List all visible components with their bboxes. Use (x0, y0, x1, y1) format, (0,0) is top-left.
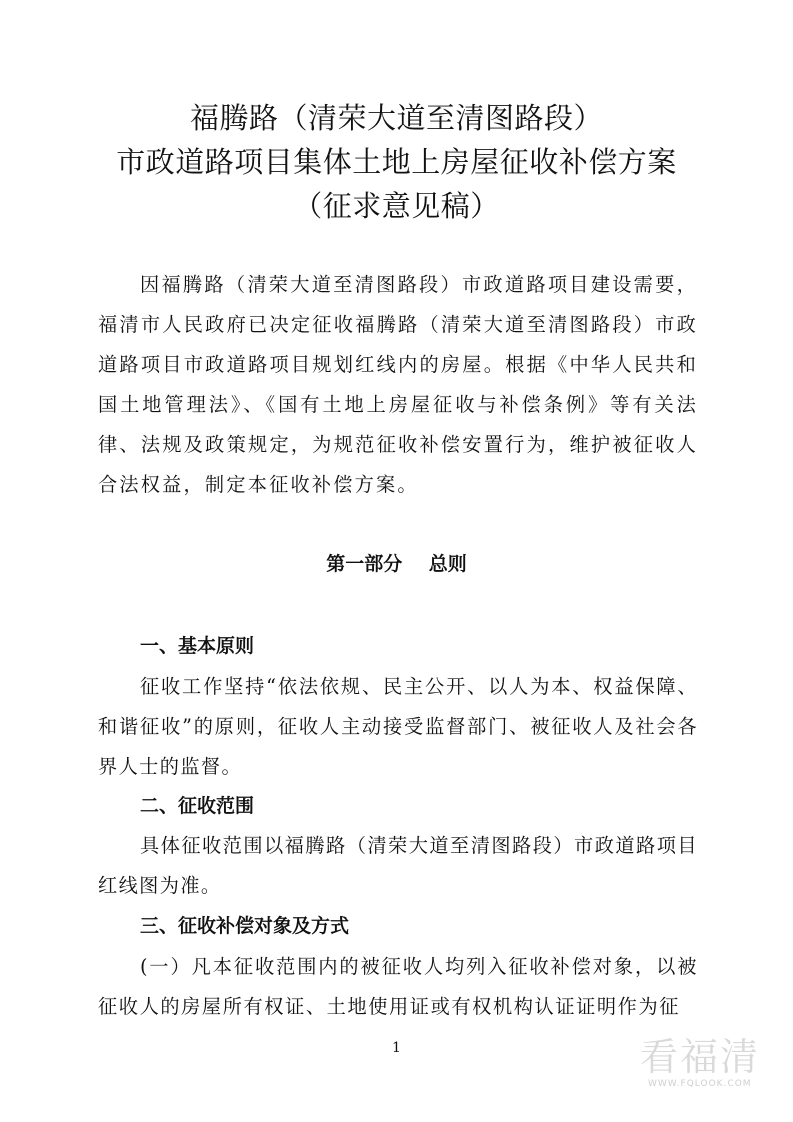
section-heading-basic-principles: 一、基本原则 (140, 635, 255, 657)
watermark-text: 看福清 (640, 1035, 761, 1079)
title-line-1: 福腾路（清荣大道至清图路段） (189, 101, 603, 135)
title-line-2: 市政道路项目集体土地上房屋征收补偿方案 (116, 145, 677, 179)
title-line-3: （征求意见稿） (293, 189, 500, 223)
page-number: 1 (392, 1040, 401, 1056)
section-body-basic-principles: 征收工作坚持“依法依规、民主公开、以人为本、权益保障、和谐征收”的原则，征收人主动接受监督部门、被征收人及社会各界人士的监督。 (98, 675, 698, 778)
section-body-compensation-targets: (一）凡本征收范围内的被征收人均列入征收补偿对象，以被征收人的房屋所有权证、土地使用证或有权机构认证证明作为征 (98, 955, 698, 1018)
section-body-scope: 具体征收范围以福腾路（清荣大道至清图路段）市政道路项目红线图为准。 (98, 834, 698, 897)
watermark-logo (640, 1035, 780, 1105)
intro-paragraph: 因福腾路（清荣大道至清图路段）市政道路项目建设需要，福清市人民政府已决定征收福腾路（清荣大道至清图路段）市政道路项目市政道路项目规划红线内的房屋。根据《中华人民共和国土地管理法》、《国有土地上房屋征收与补偿条例》等有关法律、法规及政策规定，为规范征收补偿安置行为，维护被征收人合法权益，制定本征收补偿方案。 (98, 273, 698, 496)
section-heading-compensation-targets: 三、征收补偿对象及方式 (140, 915, 350, 937)
document-title (0, 96, 793, 228)
section-heading-scope: 二、征收范围 (140, 795, 255, 817)
part-title: 第一部分 总则 (326, 553, 467, 575)
watermark-url: WWW.FQLOOK.COM (648, 1079, 752, 1089)
